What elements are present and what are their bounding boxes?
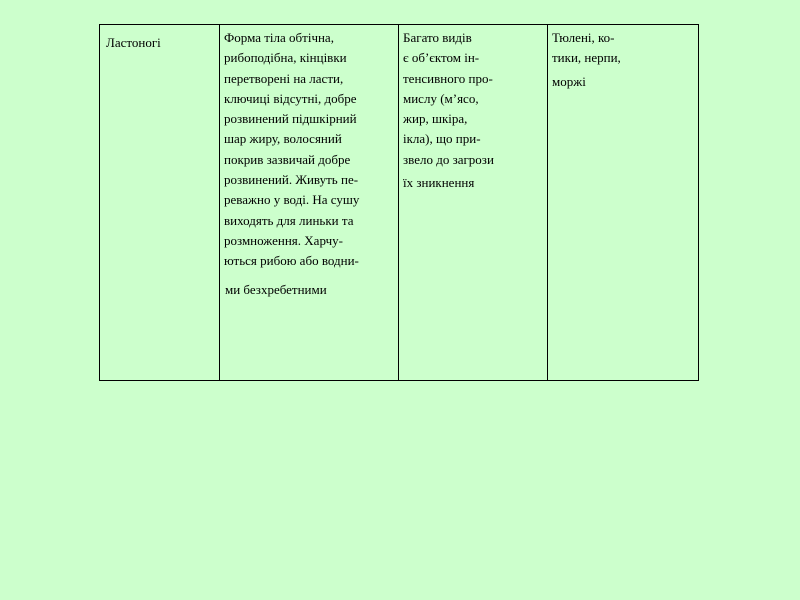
description-line: перетворені на ласти, bbox=[224, 70, 344, 86]
significance-line: мислу (м’ясо, bbox=[403, 90, 479, 106]
significance-cell bbox=[399, 25, 548, 381]
description-text bbox=[220, 25, 398, 300]
description-line: шар жиру, волосяний bbox=[224, 131, 342, 147]
examples-text bbox=[548, 25, 698, 92]
significance-line: тенсивного про- bbox=[403, 70, 493, 86]
description-line: ються рибою або водни- bbox=[224, 253, 359, 269]
group-cell bbox=[100, 25, 220, 381]
description-line: розвинений підшкірний bbox=[224, 111, 357, 127]
description-line: розмноження. Харчу- bbox=[224, 232, 343, 248]
significance-line: є об’єктом ін- bbox=[403, 50, 480, 66]
significance-line: їх зникнення bbox=[403, 175, 475, 191]
description-line: Форма тіла обтічна, bbox=[224, 30, 334, 45]
description-line: реважно у воді. На сушу bbox=[224, 192, 360, 208]
examples-line: Тюлені, ко- bbox=[552, 30, 615, 45]
significance-line: жир, шкіра, bbox=[403, 111, 468, 127]
examples-line: тики, нерпи, bbox=[552, 50, 621, 66]
table-row bbox=[100, 25, 699, 381]
description-line: рибоподібна, кінцівки bbox=[224, 50, 347, 66]
description-cell bbox=[220, 25, 399, 381]
classification-table bbox=[99, 24, 699, 381]
significance-text bbox=[399, 25, 547, 193]
group-name: Ластоногі bbox=[106, 35, 161, 50]
description-line: покрив зазвичай добре bbox=[224, 151, 351, 167]
description-line: розвинений. Живуть пе- bbox=[224, 172, 359, 188]
significance-line: ікла), що при- bbox=[403, 131, 481, 147]
significance-line: Багато видів bbox=[403, 30, 472, 45]
examples-line: моржі bbox=[552, 73, 586, 89]
significance-line: звело до загрози bbox=[403, 151, 494, 167]
description-line: ключиці відсутні, добре bbox=[224, 90, 357, 106]
examples-cell bbox=[548, 25, 699, 381]
description-line: ми безхребетними bbox=[225, 281, 327, 297]
description-line: виходять для линьки та bbox=[224, 212, 354, 228]
